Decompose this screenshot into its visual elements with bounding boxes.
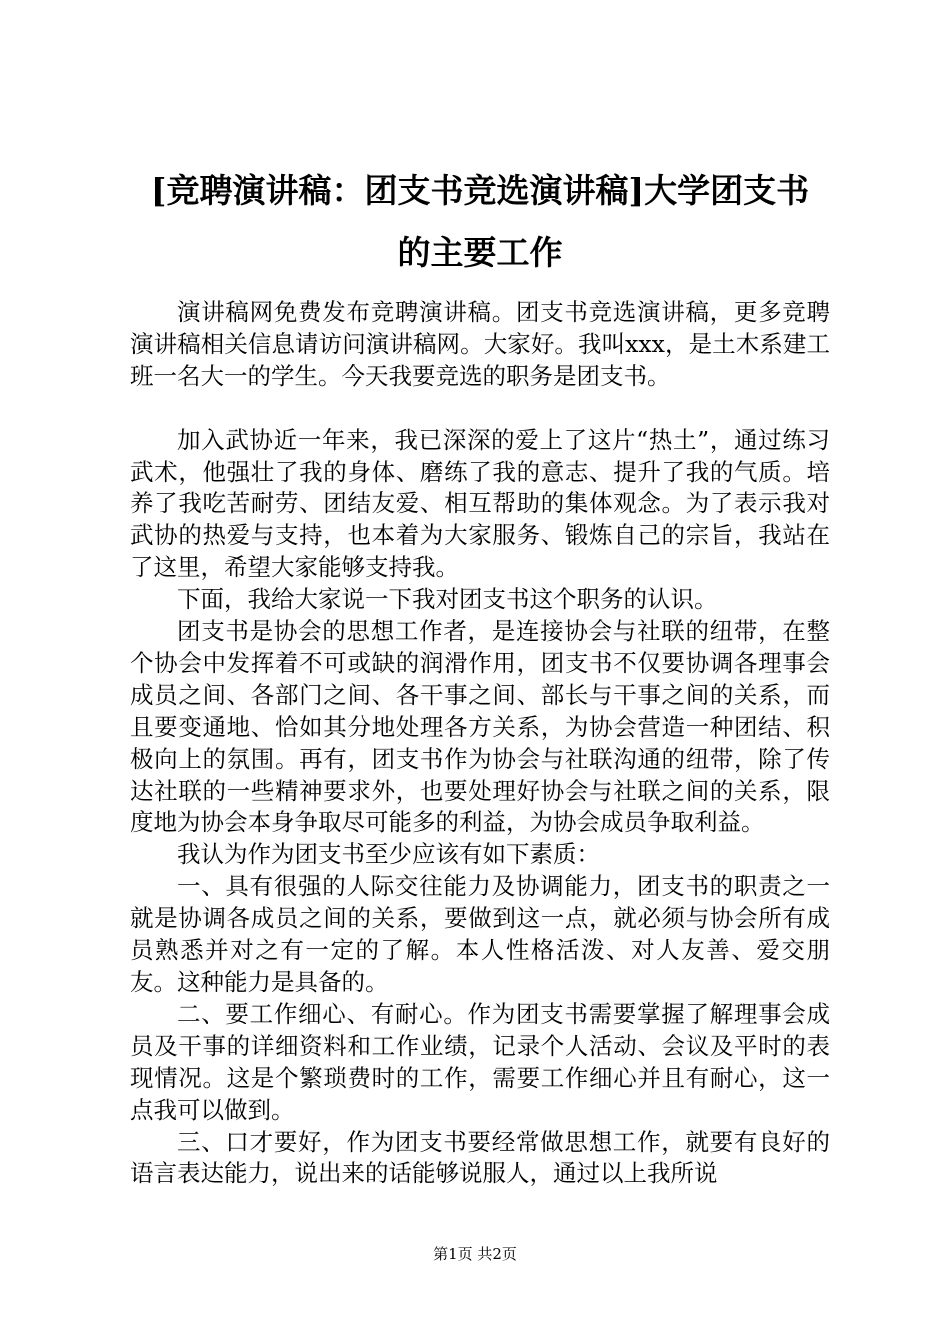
paragraph: 一、具有很强的人际交往能力及协调能力，团支书的职责之一就是协调各成员之间的关系，要做到这一点，就必须与协会所有成员熟悉并对之有一定的了解。本人性格活泼、对人友善、爱交朋友。这种能力是具备的。 — [130, 872, 830, 997]
paragraph: 加入武协近一年来，我已深深的爱上了这片“热土”，通过练习武术，他强壮了我的身体、磨练了我的意志、提升了我的气质。培养了我吃苦耐劳、团结友爱、相互帮助的集体观念。为了表示我对武协的热爱与支持，也本着为大家服务、锻炼自己的宗旨，我站在了这里，希望大家能够支持我。 — [130, 425, 830, 582]
document-body — [130, 297, 830, 1190]
title-line-2: 的主要工作 — [397, 233, 563, 272]
paragraph: 二、要工作细心、有耐心。作为团支书需要掌握了解理事会成员及干事的详细资料和工作业绩，记录个人活动、会议及平时的表现情况。这是个繁琐费时的工作，需要工作细心并且有耐心，这一点我可以做到。 — [130, 999, 830, 1124]
page-number-footer: 第1页 共2页 — [433, 1245, 517, 1263]
document-title — [130, 160, 830, 284]
paragraph: 团支书是协会的思想工作者，是连接协会与社联的纽带，在整个协会中发挥着不可或缺的润滑作用，团支书不仅要协调各理事会成员之间、各部门之间、各干事之间、部长与干事之间的关系，而且要变通地、恰如其分地处理各方关系，为协会营造一种团结、积极向上的氛围。再有，团支书作为协会与社联沟通的纽带，除了传达社联的一些精神要求外，也要处理好协会与社联之间的关系，限度地为协会本身争取尽可能多的利益，为协会成员争取利益。 — [130, 617, 830, 837]
paragraph: 演讲稿网免费发布竞聘演讲稿。团支书竞选演讲稿，更多竞聘演讲稿相关信息请访问演讲稿网。大家好。我叫xxx，是土木系建工班一名大一的学生。今天我要竞选的职务是团支书。 — [130, 298, 830, 390]
paragraph: 三、口才要好，作为团支书要经常做思想工作，就要有良好的语言表达能力，说出来的话能够说服人，通过以上我所说 — [130, 1127, 830, 1188]
paragraph: 下面，我给大家说一下我对团支书这个职务的认识。 — [177, 585, 718, 614]
title-line-1: [竞聘演讲稿：团支书竞选演讲稿]大学团支书 — [150, 171, 810, 210]
paragraph: 我认为作为团支书至少应该有如下素质： — [177, 840, 600, 869]
